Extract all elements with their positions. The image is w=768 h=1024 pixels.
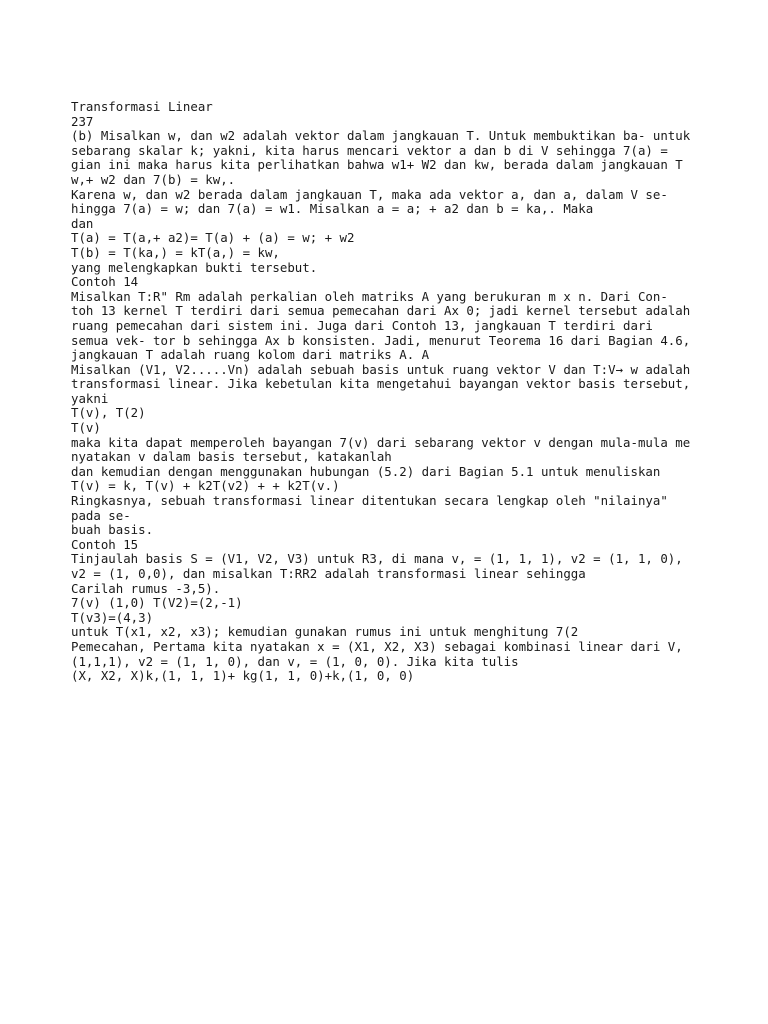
text-line: nyatakan v dalam basis tersebut, katakanlah <box>71 449 392 465</box>
text-line: transformasi linear. Jika kebetulan kita mengetahui bayangan vektor basis tersebut, <box>71 376 691 392</box>
text-line: Ringkasnya, sebuah transformasi linear ditentukan secara lengkap oleh "nilainya" <box>71 493 668 509</box>
text-line: yang melengkapkan bukti tersebut. <box>71 259 318 275</box>
document-body <box>71 100 711 684</box>
text-line: T(v), T(2) <box>71 405 146 421</box>
text-line: maka kita dapat memperoleh bayangan 7(v) dari sebarang vektor v dengan mula-mula me <box>71 434 691 450</box>
text-line: (1,1,1), v2 = (1, 1, 0), dan v, = (1, 0, 0). Jika kita tulis <box>71 653 519 669</box>
text-line: Tinjaulah basis S = (V1, V2, V3) untuk R3, di mana v, = (1, 1, 1), v2 = (1, 1, 0), <box>71 551 683 567</box>
text-line: Pemecahan, Pertama kita nyatakan x = (X1, X2, X3) sebagai kombinasi linear dari V, <box>71 638 683 654</box>
text-line: v2 = (1, 0,0), dan misalkan T:RR2 adalah transformasi linear sehingga <box>71 566 586 581</box>
text-line: buah basis. <box>71 522 154 538</box>
text-line: jangkauan T adalah ruang kolom dari matriks A. A <box>71 347 430 363</box>
text-line: (b) Misalkan w, dan w2 adalah vektor dalam jangkauan T. Untuk membuktikan ba- untuk <box>71 128 691 144</box>
text-line: T(v3)=(4,3) <box>71 609 154 625</box>
text-line: toh 13 kernel T terdiri dari semua pemecahan dari Ax 0; jadi kernel tersebut adalah <box>71 303 691 319</box>
text-line: Transformasi Linear <box>71 99 213 114</box>
text-line: Contoh 14 <box>71 274 139 290</box>
text-line: 237 <box>71 113 94 129</box>
text-line: dan kemudian dengan menggunakan hubungan (5.2) dari Bagian 5.1 untuk menuliskan <box>71 463 661 479</box>
text-line: semua vek- tor b sehingga Ax b konsisten. Jadi, menurut Teorema 16 dari Bagian 4.6, <box>71 332 691 348</box>
text-line: Carilah rumus -3,5). <box>71 580 221 596</box>
text-line: T(b) = T(ka,) = kT(a,) = kw, <box>71 244 280 260</box>
text-line: untuk T(x1, x2, x3); kemudian gunakan rumus ini untuk menghitung 7(2 <box>71 624 579 640</box>
text-line: w,+ w2 dan 7(b) = kw,. <box>71 171 236 187</box>
text-line: pada se- <box>71 507 131 523</box>
text-line: Karena w, dan w2 berada dalam jangkauan T, maka ada vektor a, dan a, dalam V se- <box>71 186 668 202</box>
text-line: hingga 7(a) = w; dan 7(a) = w1. Misalkan a = a; + a2 dan b = ka,. Maka <box>71 201 594 217</box>
text-line: T(a) = T(a,+ a2)= T(a) + (a) = w; + w2 <box>71 230 355 246</box>
text-line: Contoh 15 <box>71 536 139 552</box>
text-line: (X, X2, X)k,(1, 1, 1)+ kg(1, 1, 0)+k,(1, 0, 0) <box>71 668 415 684</box>
text-line: Misalkan T:R" Rm adalah perkalian oleh matriks A yang berukuran m x n. Dari Con- <box>71 288 668 304</box>
text-line: T(v) <box>71 420 101 436</box>
text-line: gian ini maka harus kita perlihatkan bahwa w1+ W2 dan kw, berada dalam jangkauan T <box>71 157 683 173</box>
text-line: Misalkan (V1, V2.....Vn) adalah sebuah basis untuk ruang vektor V dan T:V→ w adalah <box>71 361 691 377</box>
text-line: yakni <box>71 390 109 406</box>
text-line: sebarang skalar k; yakni, kita harus mencari vektor a dan b di V sehingga 7(a) = <box>71 142 668 158</box>
text-line: 7(v) (1,0) T(V2)=(2,-1) <box>71 595 243 611</box>
text-line: dan <box>71 215 94 231</box>
text-line: ruang pemecahan dari sistem ini. Juga dari Contoh 13, jangkauan T terdiri dari <box>71 317 653 333</box>
text-line: T(v) = k, T(v) + k2T(v2) + + k2T(v.) <box>71 478 340 494</box>
